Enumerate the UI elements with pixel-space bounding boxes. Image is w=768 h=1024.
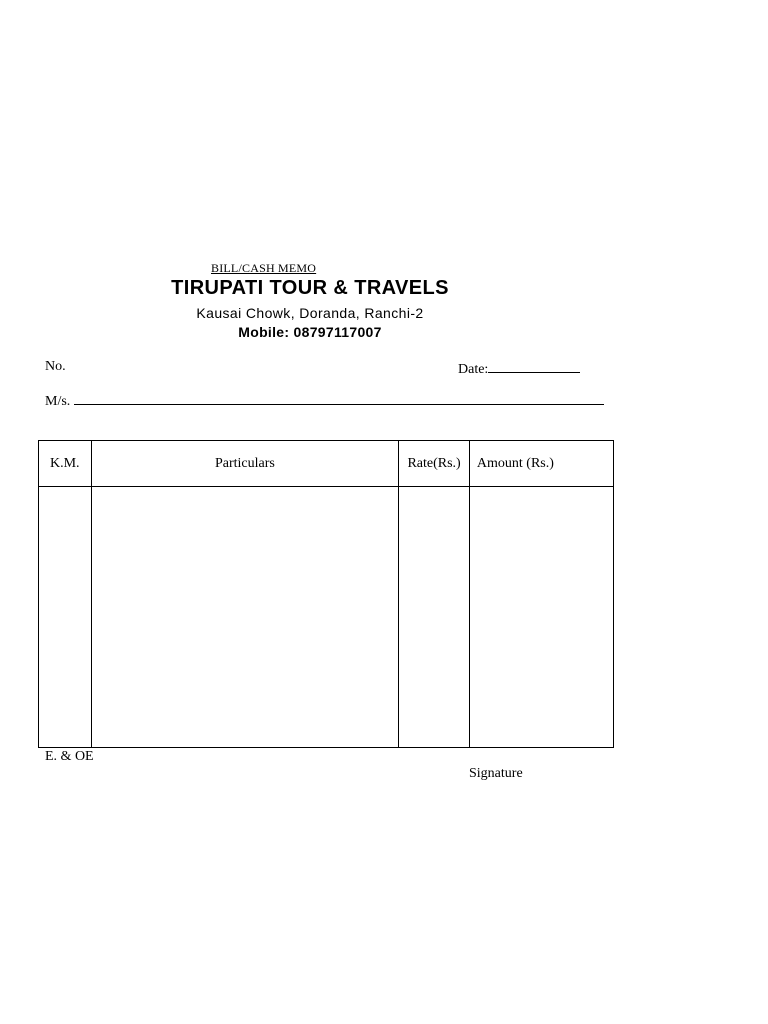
customer-field <box>45 391 604 410</box>
signature-label: Signature <box>469 766 523 781</box>
amount-cell <box>469 487 613 748</box>
column-header-amount: Amount (Rs.) <box>469 441 613 487</box>
column-header-km: K.M. <box>39 441 92 487</box>
column-header-particulars: Particulars <box>91 441 399 487</box>
errors-omissions-note: E. & OE <box>45 749 94 764</box>
items-table-body-row <box>39 487 614 748</box>
bill-number-field <box>45 359 66 375</box>
company-name: TIRUPATI TOUR & TRAVELS <box>171 277 449 299</box>
date-field <box>458 359 580 378</box>
bill-number-label: No. <box>45 359 66 374</box>
memo-title: BILL/CASH MEMO <box>211 261 317 275</box>
items-table-header-row <box>39 441 614 487</box>
km-cell <box>39 487 92 748</box>
particulars-cell <box>91 487 399 748</box>
rate-cell <box>399 487 470 748</box>
column-header-rate: Rate(Rs.) <box>399 441 470 487</box>
company-mobile: Mobile: 08797117007 <box>238 324 382 340</box>
date-blank-line <box>488 359 580 373</box>
customer-blank-line <box>74 391 604 405</box>
date-label: Date: <box>458 362 489 377</box>
items-table <box>38 440 614 748</box>
company-address: Kausai Chowk, Doranda, Ranchi-2 <box>196 305 424 321</box>
customer-label: M/s. <box>45 394 71 409</box>
